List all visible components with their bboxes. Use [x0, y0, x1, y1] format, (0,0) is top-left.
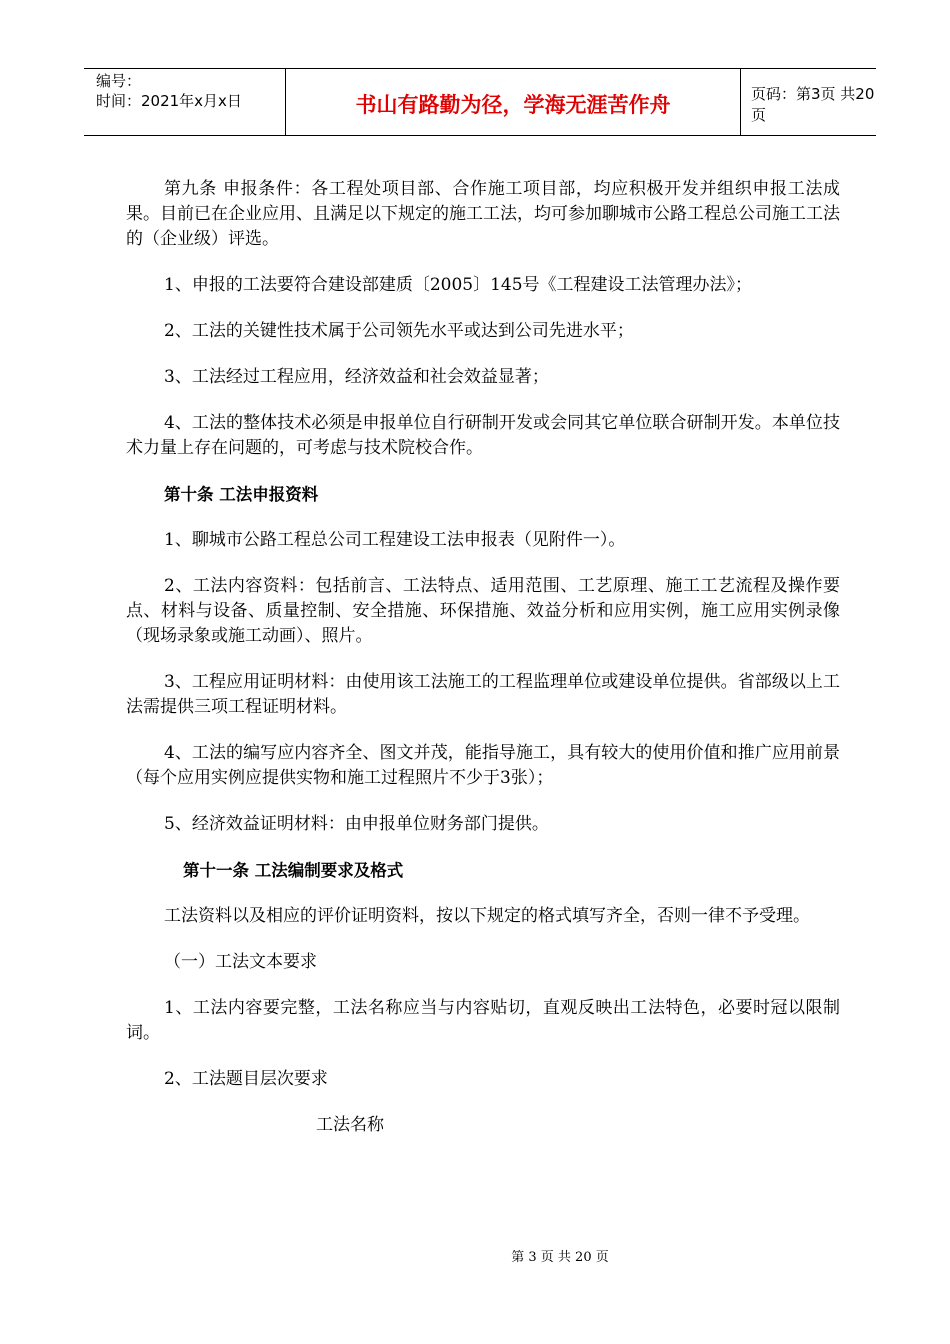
list-item: 1、工法内容要完整，工法名称应当与内容贴切，直观反映出工法特色，必要时冠以限制词。	[126, 998, 840, 1043]
article-11-heading: 第十一条 工法编制要求及格式	[183, 861, 404, 880]
paragraph: 工法资料以及相应的评价证明资料，按以下规定的格式填写齐全，否则一律不予受理。	[164, 906, 810, 926]
number-label: 编号：	[96, 72, 142, 90]
article-10-heading: 第十条 工法申报资料	[164, 485, 319, 504]
header-meta	[84, 69, 286, 135]
method-name-title: 工法名称	[316, 1115, 384, 1135]
list-item: 4、工法的编写应内容齐全、图文并茂，能指导施工，具有较大的使用价值和推广应用前景（每个应用实例应提供实物和施工过程照片不少于3张）；	[126, 743, 840, 788]
list-item: 1、聊城市公路工程总公司工程建设工法申报表（见附件一）。	[164, 530, 626, 550]
list-item: 4、工法的整体技术必须是申报单位自行研制开发或会同其它单位联合研制开发。本单位技术力量上存在问题的，可考虑与技术院校合作。	[126, 413, 840, 458]
article-9: 第九条 申报条件：各工程处项目部、合作施工项目部，均应积极开发并组织申报工法成果。目前已在企业应用、且满足以下规定的施工工法，均可参加聊城市公路工程总公司施工工法的（企业级）评选。	[126, 179, 840, 249]
list-item: 2、工法内容资料：包括前言、工法特点、适用范围、工艺原理、施工工艺流程及操作要点、材料与设备、质量控制、安全措施、环保措施、效益分析和应用实例，施工应用实例录像（现场录象或施工动画）、照片。	[126, 576, 840, 646]
list-item: 3、工法经过工程应用，经济效益和社会效益显著；	[164, 367, 549, 387]
list-item: 2、工法的关键性技术属于公司领先水平或达到公司先进水平；	[164, 321, 634, 341]
list-item: 3、工程应用证明材料：由使用该工法施工的工程监理单位或建设单位提供。省部级以上工法需提供三项工程证明材料。	[126, 672, 840, 717]
subsection-heading: （一）工法文本要求	[164, 952, 317, 972]
list-item: 2、工法题目层次要求	[164, 1069, 328, 1089]
time-label: 时间：2021年x月x日	[96, 92, 242, 110]
list-item: 1、申报的工法要符合建设部建质〔2005〕145号《工程建设工法管理办法》；	[164, 275, 753, 295]
page-header	[84, 68, 876, 136]
page-footer: 第 3 页 共 20 页	[511, 1250, 609, 1265]
document-body	[126, 177, 840, 1159]
list-item: 5、经济效益证明材料：由申报单位财务部门提供。	[164, 814, 549, 834]
header-page-label: 页码：第3页 共20页	[751, 85, 875, 124]
header-motto: 书山有路勤为径，学海无涯苦作舟	[286, 69, 741, 135]
